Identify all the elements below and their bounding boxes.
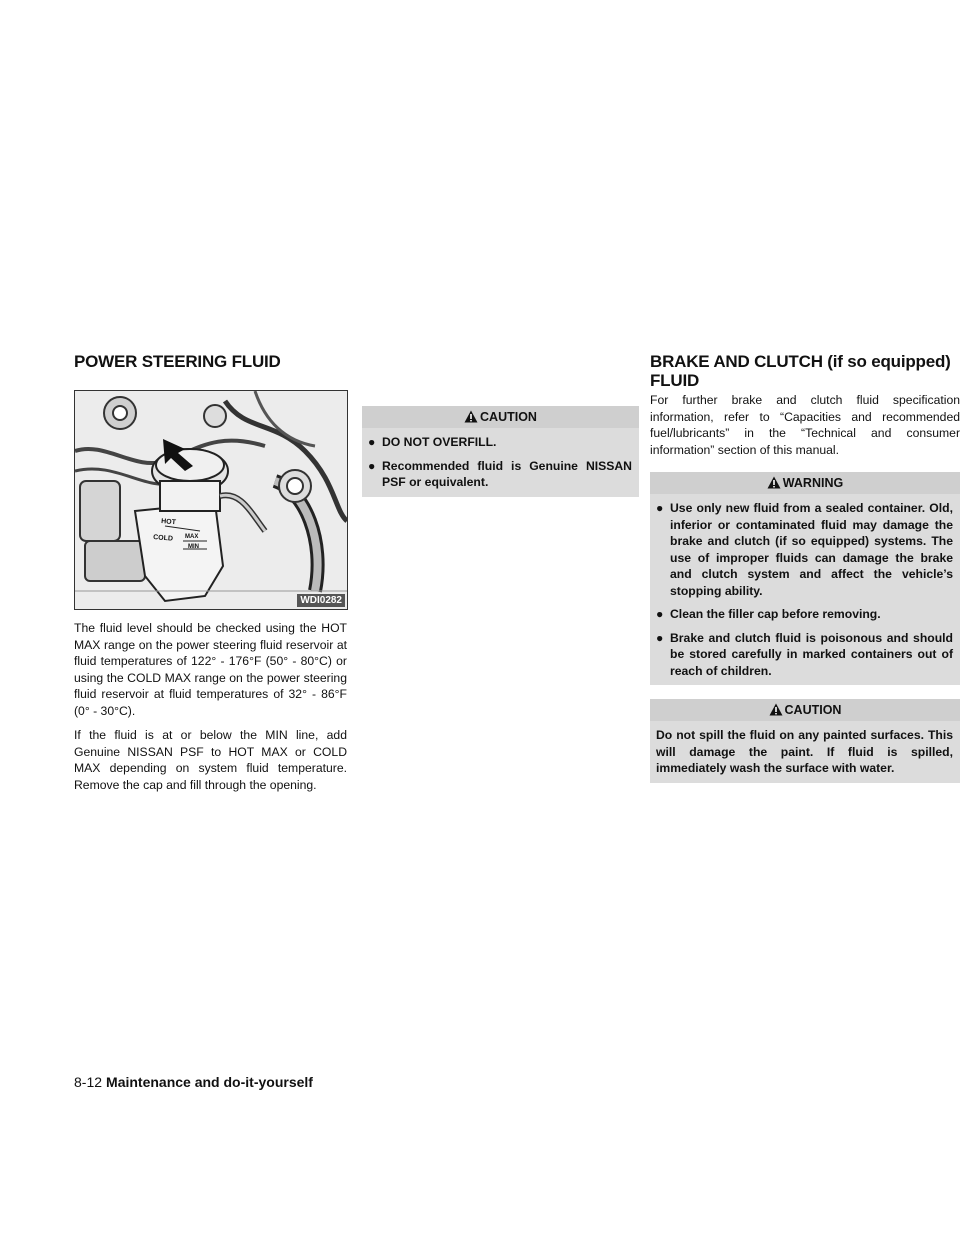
caution-text: Do not spill the fluid on any painted surfaces. This will damage the paint. If fluid is spilled, immediately wash the surface with water.	[656, 728, 953, 775]
page-footer	[74, 1074, 313, 1092]
heading-line: BRAKE AND CLUTCH (if so equipped)	[650, 352, 951, 371]
caution-title-text: CAUTION	[480, 410, 537, 424]
warning-title-text: WARNING	[782, 476, 844, 490]
list-item-text: Recommended fluid is Genuine NISSAN PSF or equivalent.	[382, 458, 632, 489]
bullet-icon: ●	[368, 435, 376, 449]
brake-clutch-section	[650, 392, 960, 783]
section-name: Maintenance and do-it-yourself	[106, 1074, 313, 1090]
max-label: MAX	[185, 534, 199, 540]
caution-list	[362, 428, 639, 497]
list-item-text: DO NOT OVERFILL.	[382, 435, 497, 449]
heading-power-steering-fluid: POWER STEERING FLUID	[74, 352, 281, 371]
list-item	[656, 606, 953, 623]
warning-triangle-icon	[769, 701, 783, 723]
figure-code: WDI0282	[297, 594, 345, 607]
list-item	[368, 434, 632, 451]
caution-title	[650, 699, 960, 721]
power-steering-reservoir-figure	[74, 390, 348, 610]
list-item	[368, 458, 632, 491]
min-label: MIN	[188, 544, 199, 550]
caution-title-text: CAUTION	[784, 703, 842, 717]
bullet-icon: ●	[368, 458, 376, 473]
warning-box	[650, 472, 960, 685]
power-steering-description	[74, 620, 347, 801]
list-item	[656, 630, 953, 680]
caution-title	[362, 406, 639, 428]
warning-triangle-icon	[464, 408, 478, 430]
bullet-icon: ●	[656, 630, 664, 645]
heading-line: FLUID	[650, 371, 700, 390]
paragraph: If the fluid is at or below the MIN line, add Genuine NISSAN PSF to HOT MAX or COLD MAX depending on system fluid temperature. Remove the cap and fill through the opening.	[74, 728, 347, 792]
caution-box-brake	[650, 699, 960, 783]
hot-label: HOT	[160, 518, 177, 527]
warning-list	[650, 494, 960, 685]
brake-description: For further brake and clutch fluid specification information, refer to “Capacities and recommended fuel/lubricants” in the “Technical and consumer information” section of this manual.	[650, 393, 960, 457]
page-number: 8-12	[74, 1074, 103, 1090]
list-item	[656, 500, 953, 599]
heading-brake-clutch-fluid	[650, 352, 951, 390]
warning-triangle-icon	[767, 474, 781, 496]
warning-title	[650, 472, 960, 494]
engine-bay-illustration	[75, 391, 347, 609]
bullet-icon: ●	[656, 607, 664, 621]
list-item-text: Brake and clutch fluid is poisonous and should be stored carefully in marked containers out of reach of children.	[670, 630, 953, 678]
caution-box-power-steering	[362, 406, 639, 497]
bullet-icon: ●	[656, 501, 664, 515]
cold-label: COLD	[152, 534, 174, 543]
paragraph: The fluid level should be checked using the HOT MAX range on the power steering fluid reservoir at fluid temperatures of 122° - 176°F (50° - 80°C) or using the COLD MAX range on the power steering fluid reservoir at fluid temperatures of 32° - 86°F (0° - 30°C).	[74, 621, 347, 718]
list-item-text: Use only new fluid from a sealed container. Old, inferior or contaminated fluid may damage the brake and clutch (if so equipped) systems. The use of improper fluids can damage the brake and clutch system and affect the vehicle’s stopping ability.	[670, 501, 953, 598]
list-item-text: Clean the filler cap before removing.	[670, 607, 881, 621]
